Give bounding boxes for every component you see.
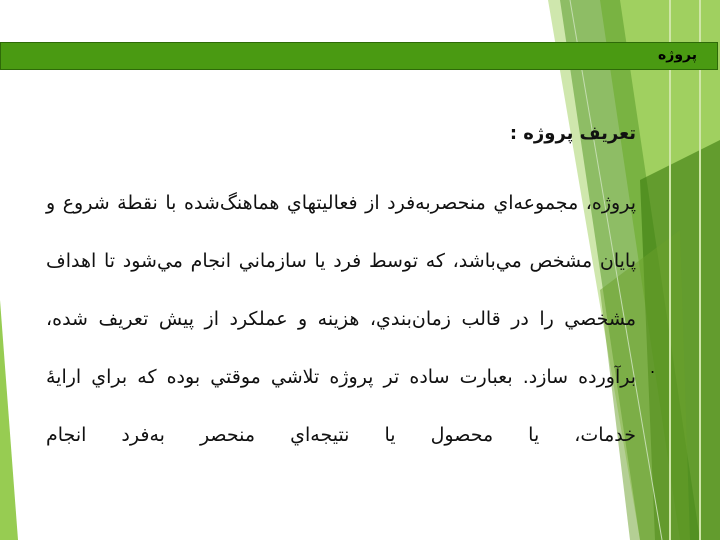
header-bar: [0, 42, 718, 70]
section-paragraph: پروژه، مجموعه‌اي منحصربه‌فرد از فعاليتهاي هماهنگ‌شده با نقطة شروع و پايان مشخص مي‌باشد، كه توسط فرد يا سازماني انجام مي‌شود تا اهداف مشخصي را در قالب زمان‌بندي، هزينه و عملكرد از پيش تعريف شده، برآورده سازد. بعبارت ساده تر پروژه تلاشي موقتي بوده كه براي ارايهٔ خدمات، يا محصول يا نتيجه‌اي منحصر به‌فرد انجام: [46, 192, 636, 446]
stray-dot: .: [650, 358, 656, 377]
header-title: پروژه: [658, 47, 697, 63]
section-heading: تعريف پروژه :: [509, 123, 636, 144]
content-area: [46, 112, 636, 464]
decor-left-wedge: [0, 300, 18, 540]
